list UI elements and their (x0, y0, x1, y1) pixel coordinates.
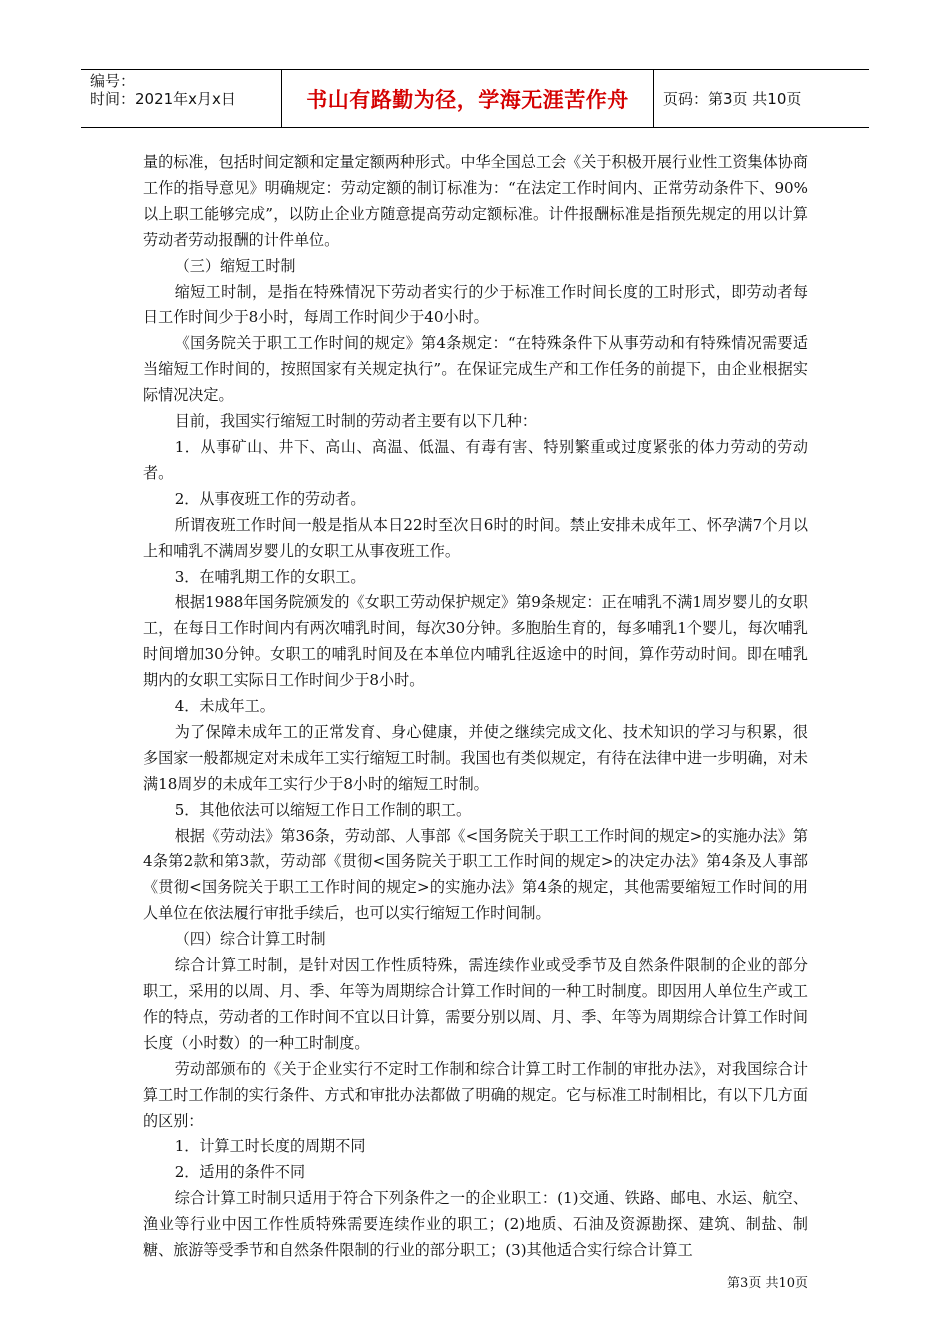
header-page-number: 页码：第3页 共10页 (663, 90, 802, 108)
paragraph: 量的标准，包括时间定额和定量定额两种形式。中华全国总工会《关于积极开展行业性工资集体协商工作的指导意见》明确规定：劳动定额的制订标准为：“在法定工作时间内、正常劳动条件下、90%以上职工能够完成”，以防止企业方随意提高劳动定额标准。计件报酬标准是指预先规定的用以计算劳动者劳动报酬的计件单位。 (143, 153, 808, 249)
list-item: 2．适用的条件不同 (174, 1163, 306, 1182)
header-motto: 书山有路勤为径，学海无涯苦作舟 (282, 70, 654, 127)
doc-date-label: 时间：2021年x月x日 (90, 90, 236, 108)
list-item: 3．在哺乳期工作的女职工。 (174, 567, 366, 586)
document-body (143, 150, 808, 1264)
list-item: 5．其他依法可以缩短工作日工作制的职工。 (174, 800, 472, 819)
section-heading: （三）缩短工时制 (174, 256, 296, 275)
paragraph: 缩短工时制，是指在特殊情况下劳动者实行的少于标准工作时间长度的工时形式，即劳动者每日工作时间少于8小时，每周工作时间少于40小时。 (143, 282, 808, 327)
paragraph: 目前，我国实行缩短工时制的劳动者主要有以下几种： (174, 412, 537, 431)
page-header (81, 69, 869, 128)
list-item: 1．计算工时长度的周期不同 (174, 1137, 366, 1156)
list-item: 2．从事夜班工作的劳动者。 (174, 489, 366, 508)
paragraph: 所谓夜班工作时间一般是指从本日22时至次日6时的时间。禁止安排未成年工、怀孕满7个月以上和哺乳不满周岁婴儿的女职工从事夜班工作。 (143, 515, 808, 560)
doc-number-label: 编号： (90, 72, 136, 90)
paragraph: 为了保障未成年工的正常发育、身心健康，并使之继续完成文化、技术知识的学习与积累，很多国家一般都规定对未成年工实行缩短工时制。我国也有类似规定，有待在法律中进一步明确，对未满18周岁的未成年工实行少于8小时的缩短工时制。 (143, 722, 808, 793)
paragraph: 《国务院关于职工工作时间的规定》第4条规定：“在特殊条件下从事劳动和有特殊情况需要适当缩短工作时间的，按照国家有关规定执行”。在保证完成生产和工作任务的前提下，由企业根据实际情况决定。 (143, 334, 808, 405)
paragraph: 根据1988年国务院颁发的《女职工劳动保护规定》第9条规定：正在哺乳不满1周岁婴儿的女职工，在每日工作时间内有两次哺乳时间，每次30分钟。多胞胎生育的，每多哺乳1个婴儿，每次哺乳时间增加30分钟。女职工的哺乳时间及在本单位内哺乳往返途中的时间，算作劳动时间。即在哺乳期内的女职工实际日工作时间少于8小时。 (143, 593, 808, 690)
paragraph: 综合计算工时制，是针对因工作性质特殊，需连续作业或受季节及自然条件限制的企业的部分职工，采用的以周、月、季、年等为周期综合计算工作时间的一种工时制度。即因用人单位生产或工作的特点，劳动者的工作时间不宜以日计算，需要分别以周、月、季、年等为周期综合计算工作时间长度（小时数）的一种工时制度。 (143, 956, 808, 1052)
paragraph: 综合计算工时制只适用于符合下列条件之一的企业职工：(1)交通、铁路、邮电、水运、航空、渔业等行业中因工作性质特殊需要连续作业的职工；(2)地质、石油及资源勘探、建筑、制盐、制糖、旅游等受季节和自然条件限制的行业的部分职工；(3)其他适合实行综合计算工 (143, 1189, 808, 1260)
page-footer: 第3页 共10页 (727, 1276, 808, 1291)
section-heading: （四）综合计算工时制 (174, 930, 326, 949)
header-meta (81, 70, 282, 127)
list-item: 4．未成年工。 (174, 697, 275, 716)
paragraph: 劳动部颁布的《关于企业实行不定时工作制和综合计算工时工作制的审批办法》，对我国综合计算工时工作制的实行条件、方式和审批办法都做了明确的规定。它与标准工时制相比，有以下几方面的区别： (143, 1059, 808, 1130)
paragraph: 根据《劳动法》第36条，劳动部、人事部《<国务院关于职工工作时间的规定>的实施办法》第4条第2款和第3款，劳动部《贯彻<国务院关于职工工作时间的规定>的决定办法》第4条及人事部《贯彻<国务院关于职工工作时间的规定>的实施办法》第4条的规定，其他需要缩短工作时间的用人单位在依法履行审批手续后，也可以实行缩短工作时间制。 (143, 826, 808, 923)
list-item: 1．从事矿山、井下、高山、高温、低温、有毒有害、特别繁重或过度紧张的体力劳动的劳动者。 (143, 437, 808, 482)
